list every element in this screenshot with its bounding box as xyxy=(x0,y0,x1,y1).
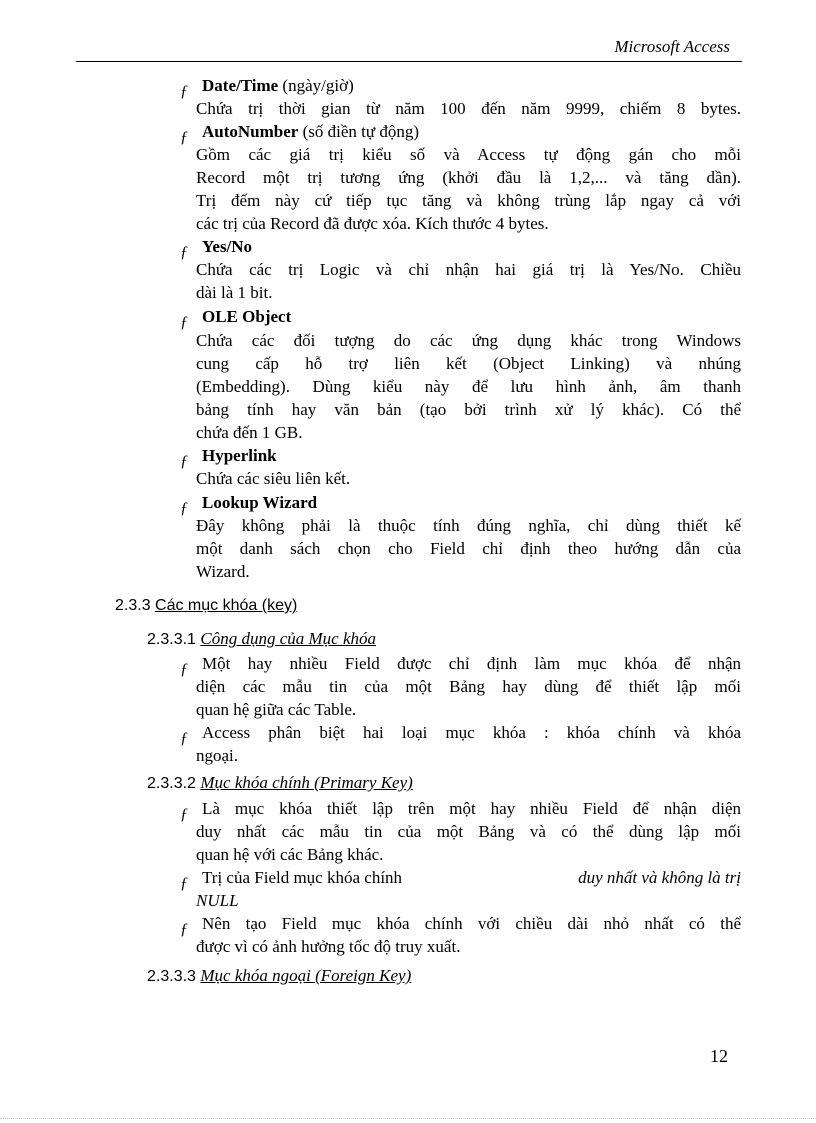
bullet-icon: ƒ xyxy=(180,453,188,470)
body-line: Trị đếm này cứ tiếp tục tăng và không trùng lắp ngay cả với xyxy=(196,191,741,210)
type-name: OLE Object xyxy=(202,307,292,326)
body-text: Trị của Field mục khóa chính xyxy=(202,868,403,887)
type-name: Hyperlink xyxy=(202,446,277,465)
section-title: Các mục khóa (key) xyxy=(155,597,298,614)
body-line: (Embedding). Dùng kiểu này để lưu hình ảnh, âm thanh xyxy=(196,377,741,396)
body-line: ngoại. xyxy=(196,746,239,765)
body-line: bảng tính hay văn bản (tạo bởi trình xử lý khác). Có thể xyxy=(196,400,741,419)
bullet-icon: ƒ xyxy=(180,875,188,892)
section-heading-2-3-3 xyxy=(115,595,297,617)
bullet-icon: ƒ xyxy=(180,806,188,823)
body-line: Chứa các trị Logic và chỉ nhận hai giá trị là Yes/No. Chiều xyxy=(196,260,741,279)
type-name: Date/Time xyxy=(202,76,279,95)
page-number: 12 xyxy=(710,1046,728,1066)
body-line: Chứa các đối tượng do các ứng dụng khác trong Windows xyxy=(196,331,741,350)
bullet-icon: ƒ xyxy=(180,500,188,517)
body-line: một danh sách chọn cho Field chỉ định theo hướng dẫn của xyxy=(196,539,741,558)
section-heading-2-3-3-3 xyxy=(147,965,411,988)
type-name: Lookup Wizard xyxy=(202,493,318,512)
section-title: Công dụng của Mục khóa xyxy=(200,629,377,648)
section-number: 2.3.3 xyxy=(115,597,156,614)
emphasis-text: NULL xyxy=(196,891,239,910)
footer-divider xyxy=(0,1118,816,1119)
body-line: Record một trị tương ứng (khởi đầu là 1,2,... và tăng dần). xyxy=(196,168,741,187)
bullet-icon: ƒ xyxy=(180,83,188,100)
section-heading-2-3-3-2 xyxy=(147,772,724,795)
bullet-icon: ƒ xyxy=(180,661,188,678)
body-line: các trị của Record đã được xóa. Kích thước 4 bytes. xyxy=(196,214,549,233)
body-line xyxy=(202,867,741,889)
body-line: dài là 1 bit. xyxy=(196,283,273,302)
body-line: diện các mẫu tin của một Bảng hay dùng để thiết lập mối xyxy=(196,677,741,696)
emphasis-text: duy nhất và không là trị xyxy=(578,868,741,887)
bullet-icon: ƒ xyxy=(180,129,188,146)
body-line: quan hệ giữa các Table. xyxy=(196,700,357,719)
type-note: (ngày/giờ) xyxy=(278,76,354,95)
section-number: 2.3.3.3 xyxy=(147,968,201,985)
type-name: Yes/No xyxy=(202,237,253,256)
body-line: Gồm các giá trị kiểu số và Access tự động gán cho mỗi xyxy=(196,145,741,164)
type-note: (số điền tự động) xyxy=(298,122,419,141)
bullet-icon: ƒ xyxy=(180,244,188,261)
body-line: quan hệ với các Bảng khác. xyxy=(196,845,384,864)
bullet-icon: ƒ xyxy=(180,314,188,331)
body-line: Chứa các siêu liên kết. xyxy=(196,469,351,488)
body-line: Một hay nhiều Field được chỉ định làm mục khóa để nhận xyxy=(202,654,741,673)
body-line: cung cấp hỗ trợ liên kết (Object Linking) và nhúng xyxy=(196,354,741,373)
body-line: duy nhất các mẫu tin của một Bảng và có thể dùng lập mối xyxy=(196,822,741,841)
body-line: Nên tạo Field mục khóa chính với chiều dài nhỏ nhất có thể xyxy=(202,914,741,933)
section-number: 2.3.3.2 xyxy=(147,775,201,792)
body-line: Access phân biệt hai loại mục khóa : khóa chính và khóa xyxy=(202,723,741,742)
body-line: chứa đến 1 GB. xyxy=(196,423,303,442)
type-heading xyxy=(202,75,354,97)
header-title: Microsoft Access xyxy=(614,37,730,56)
body-line: Là mục khóa thiết lập trên một hay nhiều Field để nhận diện xyxy=(202,799,741,818)
section-title: Mục khóa ngoại (Foreign Key) xyxy=(200,966,412,985)
section-number: 2.3.3.1 xyxy=(147,631,201,648)
bullet-icon: ƒ xyxy=(180,921,188,938)
section-heading-2-3-3-1 xyxy=(147,628,376,651)
body-line: Wizard. xyxy=(196,562,250,581)
header-rule xyxy=(76,61,742,62)
section-title: Mục khóa chính (Primary Key) xyxy=(200,773,413,792)
type-heading xyxy=(202,121,419,143)
type-name: AutoNumber xyxy=(202,122,299,141)
body-line: được vì có ảnh hưởng tốc độ truy xuất. xyxy=(196,937,461,956)
body-line: Đây không phải là thuộc tính đúng nghĩa, chỉ dùng thiết kế xyxy=(196,516,741,535)
bullet-icon: ƒ xyxy=(180,730,188,747)
body-line: Chứa trị thời gian từ năm 100 đến năm 9999, chiếm 8 bytes. xyxy=(196,99,741,118)
